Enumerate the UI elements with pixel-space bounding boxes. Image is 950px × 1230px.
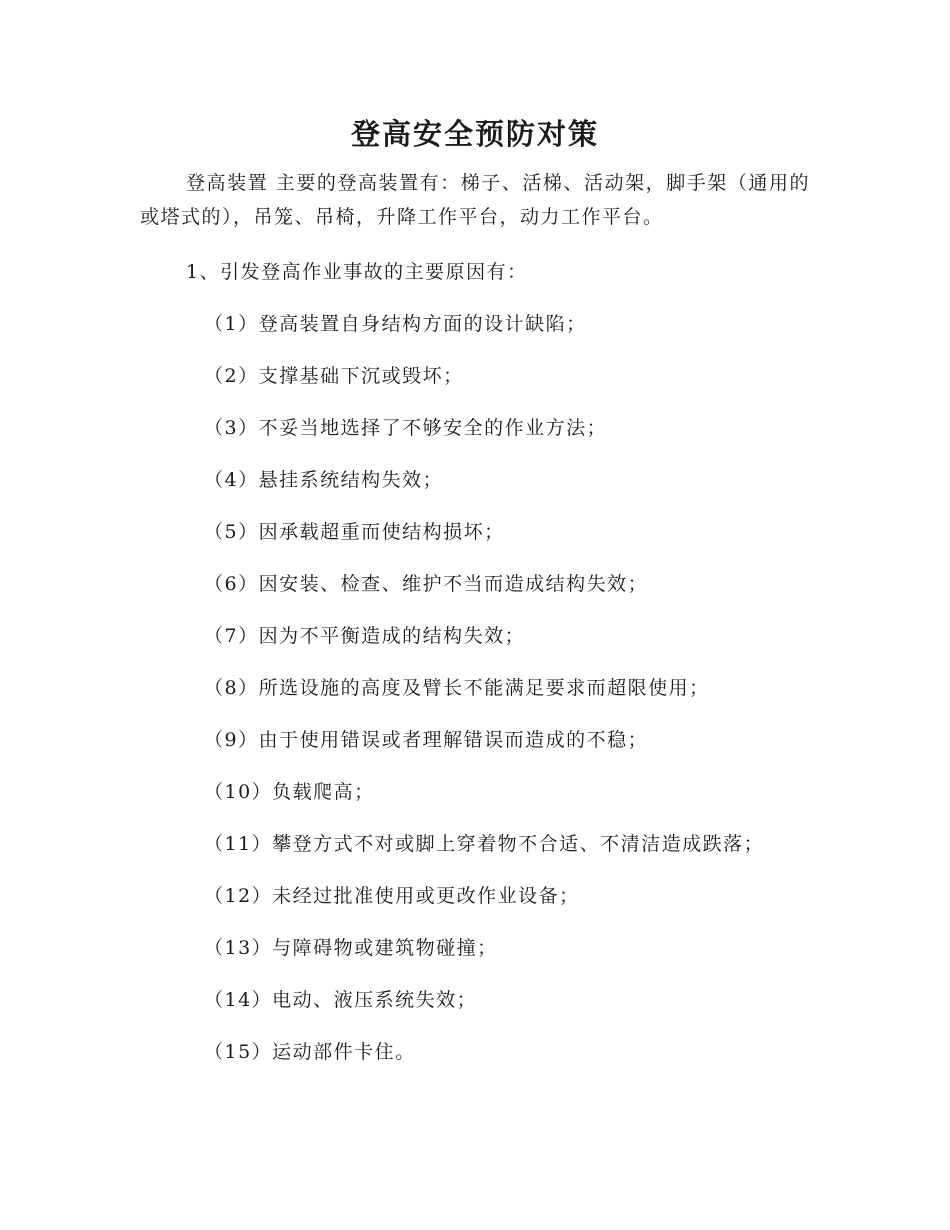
cause-item: （14）电动、液压系统失效； — [204, 989, 478, 1011]
cause-item: （13）与障碍物或建筑物碰撞； — [204, 937, 498, 959]
cause-item: （2）支撑基础下沉或毁坏； — [204, 365, 464, 387]
cause-item: （8）所选设施的高度及臂长不能满足要求而超限使用； — [204, 677, 710, 699]
cause-list — [204, 310, 764, 1090]
cause-item: （5）因承载超重而使结构损坏； — [204, 521, 505, 543]
intro-paragraph: 登高装置 主要的登高装置有：梯子、活梯、活动架，脚手架（通用的或塔式的），吊笼、吊椅，升降工作平台，动力工作平台。 — [140, 172, 810, 228]
cause-item: （3）不妥当地选择了不够安全的作业方法； — [204, 417, 608, 439]
section-heading: 1、引发登高作业事故的主要原因有： — [186, 261, 528, 283]
cause-item: （11）攀登方式不对或脚上穿着物不合适、不清洁造成跌落； — [204, 833, 765, 855]
cause-item: （1）登高装置自身结构方面的设计缺陷； — [204, 313, 587, 335]
cause-item: （12）未经过批准使用或更改作业设备； — [204, 885, 580, 907]
cause-item: （15）运动部件卡住。 — [204, 1041, 416, 1063]
cause-item: （10）负载爬高； — [204, 781, 375, 803]
cause-item: （9）由于使用错误或者理解错误而造成的不稳； — [204, 729, 649, 751]
cause-item: （7）因为不平衡造成的结构失效； — [204, 625, 526, 647]
cause-item: （4）悬挂系统结构失效； — [204, 469, 444, 491]
cause-item: （6）因安装、检查、维护不当而造成结构失效； — [204, 573, 649, 595]
document-title: 登高安全预防对策 — [350, 117, 599, 151]
